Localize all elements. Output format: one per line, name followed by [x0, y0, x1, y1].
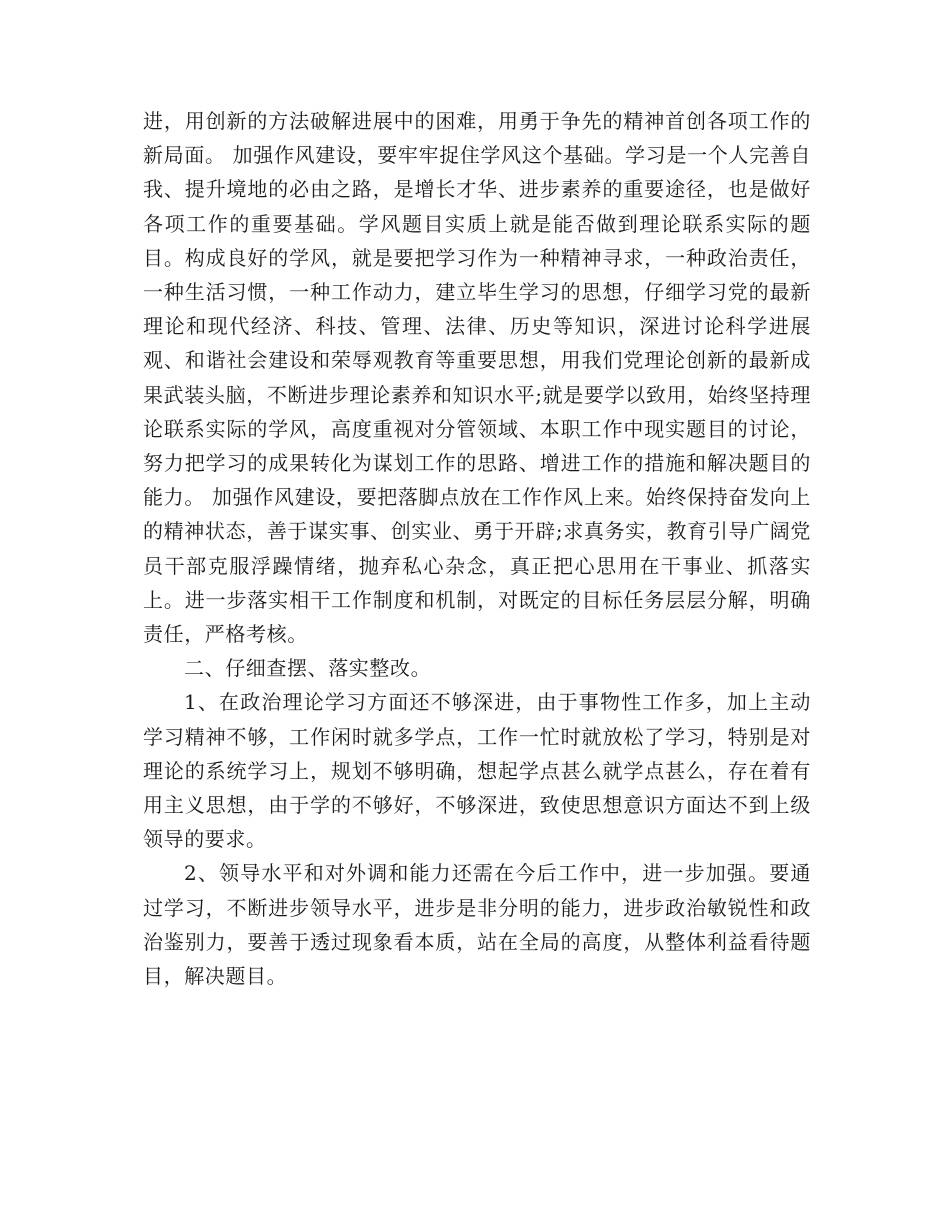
- list-item-1: 1、在政治理论学习方面还不够深进，由于事物性工作多，加上主动学习精神不够，工作闲时就多学点，工作一忙时就放松了学习，特别是对理论的系统学习上，规划不够明确，想起学点甚么就学点甚么，存在着有用主义思想，由于学的不够好，不够深进，致使思想意识方面达不到上级领导的要求。: [143, 690, 811, 852]
- section-heading-2: 二、仔细查摆、落实整改。: [184, 656, 432, 681]
- list-item-2: 2、领导水平和对外调和能力还需在今后工作中，进一步加强。要通过学习，不断进步领导水平，进步是非分明的能力，进步政治敏锐性和政治鉴别力，要善于透过现象看本质，站在全局的高度，从整体利益看待题目，解决题目。: [143, 861, 811, 989]
- document-page: [143, 104, 811, 993]
- body-paragraph-1: 进，用创新的方法破解进展中的困难，用勇于争先的精神首创各项工作的新局面。 加强作风建设，要牢牢捉住学风这个基础。学习是一个人完善自我、提升境地的必由之路，是增长才华、进步素养的重要途径，也是做好各项工作的重要基础。学风题目实质上就是能否做到理论联系实际的题目。构成良好的学风，就是要把学习作为一种精神寻求，一种政治责任，一种生活习惯，一种工作动力，建立毕生学习的思想，仔细学习党的最新理论和现代经济、科技、管理、法律、历史等知识，深进讨论科学进展观、和谐社会建设和荣辱观教育等重要思想，用我们党理论创新的最新成果武装头脑，不断进步理论素养和知识水平;就是要学以致用，始终坚持理论联系实际的学风，高度重视对分管领域、本职工作中现实题目的讨论，努力把学习的成果转化为谋划工作的思路、增进工作的措施和解决题目的能力。 加强作风建设，要把落脚点放在工作作风上来。始终保持奋发向上的精神状态，善于谋实事、创实业、勇于开辟;求真务实，教育引导广阔党员干部克服浮躁情绪，抛弃私心杂念，真正把心思用在干事业、抓落实上。进一步落实相干工作制度和机制，对既定的目标任务层层分解，明确责任，严格考核。: [143, 109, 811, 647]
